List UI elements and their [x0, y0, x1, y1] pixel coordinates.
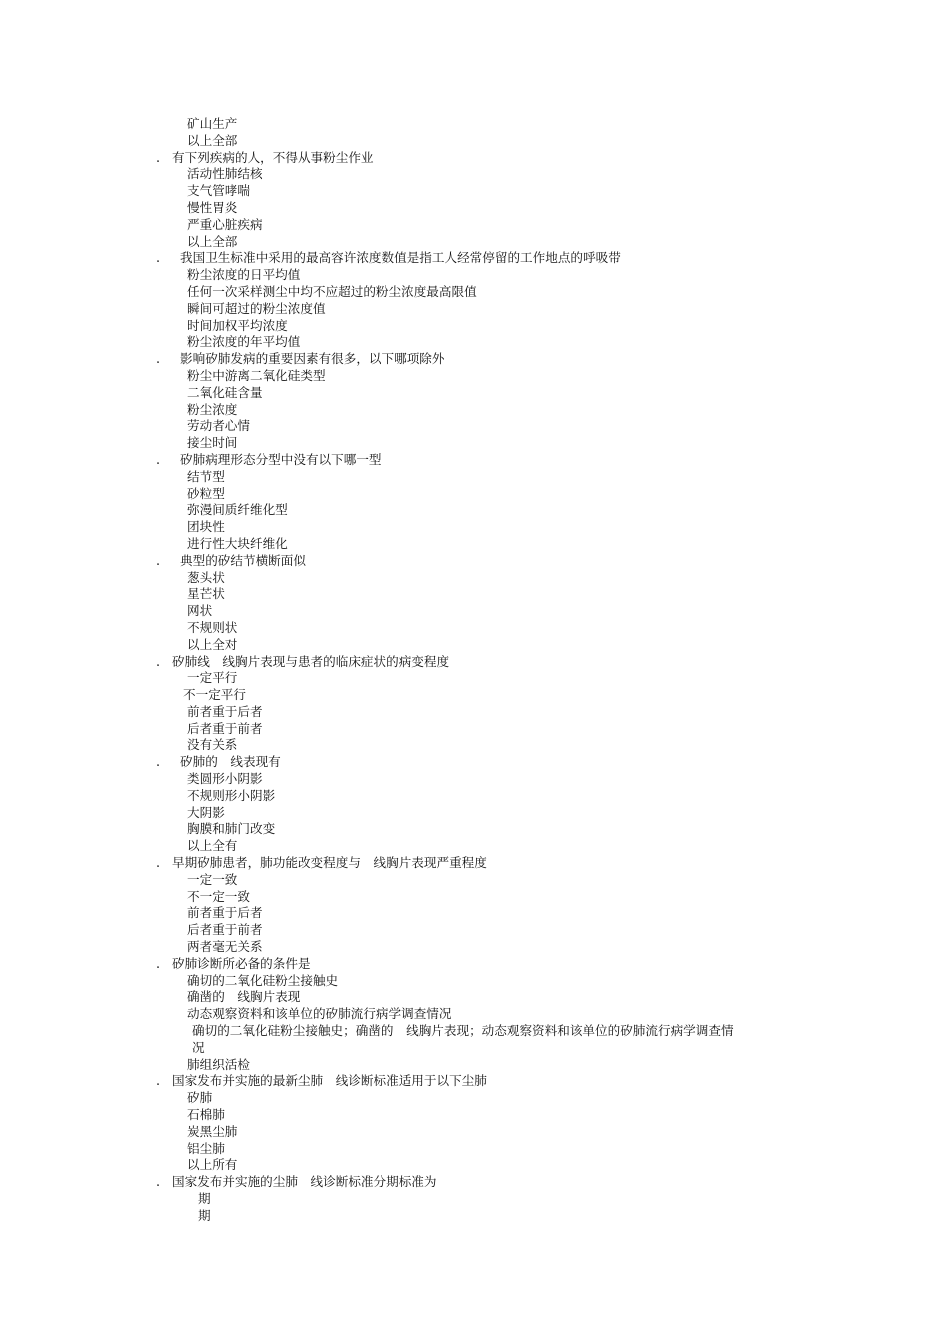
question-text: 早期矽肺患者，肺功能改变程度与 线胸片表现严重程度: [172, 855, 487, 871]
option-text: 一定平行: [187, 670, 238, 686]
option-text: 砂粒型: [187, 485, 225, 501]
question-line: [0, 553, 950, 570]
option-text: 两者毫无关系: [187, 939, 263, 955]
question-line: [0, 754, 950, 771]
option-line: [0, 519, 950, 536]
option-line: [0, 166, 950, 183]
question-line: [0, 956, 950, 973]
question-number: .: [156, 955, 161, 971]
option-text: 粉尘中游离二氧化硅类型: [187, 367, 326, 383]
question-number: .: [156, 1174, 161, 1190]
option-text: 矿山生产: [187, 116, 238, 131]
option-text: 胸膜和肺门改变: [187, 821, 276, 837]
question-number: .: [156, 754, 161, 770]
option-line: [0, 200, 950, 217]
question-number: .: [156, 1073, 161, 1089]
question-line: [0, 1073, 950, 1090]
option-text: 炭黑尘肺: [187, 1123, 238, 1139]
option-text: 粉尘浓度: [187, 401, 238, 417]
option-text: 不规则状: [187, 619, 238, 635]
option-text: 铝尘肺: [187, 1140, 225, 1156]
option-line: [0, 939, 950, 956]
option-line: [0, 1157, 950, 1174]
question-line: [0, 351, 950, 368]
option-text: 类圆形小阴影: [187, 771, 263, 787]
question-number: .: [156, 552, 161, 568]
question-number: .: [156, 855, 161, 871]
question-line: [0, 250, 950, 267]
option-text: 期: [198, 1191, 211, 1206]
option-line: [0, 334, 950, 351]
option-line: [0, 502, 950, 519]
question-text: 有下列疾病的人，不得从事粉尘作业: [172, 149, 374, 165]
option-text: 以上所有: [187, 1157, 238, 1173]
option-line: [0, 1107, 950, 1124]
option-text: 没有关系: [187, 737, 238, 753]
option-text: 接尘时间: [187, 435, 238, 451]
question-number: .: [156, 451, 161, 467]
option-line: [0, 234, 950, 251]
option-text: 劳动者心情: [187, 418, 250, 434]
option-line: [0, 469, 950, 486]
option-line: [0, 486, 950, 503]
option-line: [0, 687, 950, 704]
question-text: 国家发布并实施的最新尘肺 线诊断标准适用于以下尘肺: [172, 1073, 487, 1089]
option-line: [0, 183, 950, 200]
option-text: 肺组织活检: [187, 1056, 250, 1072]
option-line: [0, 603, 950, 620]
option-line: [0, 536, 950, 553]
question-text: 国家发布并实施的尘肺 线诊断标准分期标准为: [172, 1174, 437, 1190]
option-text: 严重心脏疾病: [187, 216, 263, 232]
question-text: 矽肺的 线表现有: [180, 754, 281, 770]
option-line: [0, 418, 950, 435]
option-line: [0, 872, 950, 889]
option-text: 网状: [187, 603, 213, 619]
option-text: 以上全部: [187, 233, 238, 249]
option-line: [0, 402, 950, 419]
option-text: 动态观察资料和该单位的矽肺流行病学调查情况: [187, 1006, 452, 1022]
option-line: [0, 1191, 950, 1208]
option-line: [0, 821, 950, 838]
option-line: [0, 989, 950, 1006]
option-text: 期: [198, 1207, 211, 1223]
option-text: 不一定平行: [183, 687, 246, 703]
option-text: 矽肺: [187, 1090, 213, 1106]
question-number: .: [156, 351, 161, 367]
option-line: [0, 838, 950, 855]
option-text: 活动性肺结核: [187, 166, 263, 182]
option-text: 以上全部: [187, 132, 238, 148]
question-line: [0, 150, 950, 167]
option-text: 确切的二氧化硅粉尘接触史；确凿的 线胸片表现；动态观察资料和该单位的矽肺流行病学调查情: [192, 1023, 734, 1039]
option-line: [0, 889, 950, 906]
question-text: 矽肺线 线胸片表现与患者的临床症状的病变程度: [172, 653, 450, 669]
option-text: 石棉肺: [187, 1107, 225, 1123]
option-text: 大阴影: [187, 804, 225, 820]
option-line: [0, 1090, 950, 1107]
option-line: [0, 620, 950, 637]
option-line: [0, 704, 950, 721]
option-text: 任何一次采样测尘中均不应超过的粉尘浓度最高限值: [187, 283, 477, 299]
option-line: [0, 284, 950, 301]
option-text: 一定一致: [187, 871, 238, 887]
option-text: 后者重于前者: [187, 720, 263, 736]
option-text: 粉尘浓度的日平均值: [187, 267, 301, 283]
option-line: [0, 1040, 950, 1057]
question-line: [0, 1174, 950, 1191]
option-line: [0, 922, 950, 939]
option-text: 不一定一致: [187, 888, 250, 904]
option-line: [0, 385, 950, 402]
option-text: 支气管哮喘: [187, 183, 250, 199]
option-line: [0, 1141, 950, 1158]
option-text: 况: [192, 1039, 205, 1055]
option-line: [0, 973, 950, 990]
option-text: 确切的二氧化硅粉尘接触史: [187, 972, 339, 988]
option-line: [0, 637, 950, 654]
option-line: [0, 368, 950, 385]
option-line: [0, 737, 950, 754]
question-text: 矽肺病理形态分型中没有以下哪一型: [180, 451, 382, 467]
option-line: [0, 133, 950, 150]
question-number: .: [156, 149, 161, 165]
option-line: [0, 570, 950, 587]
option-text: 前者重于后者: [187, 703, 263, 719]
option-line: [0, 721, 950, 738]
option-text: 团块性: [187, 519, 225, 535]
question-number: .: [156, 250, 161, 266]
option-line: [0, 1057, 950, 1074]
option-line: [0, 267, 950, 284]
option-text: 后者重于前者: [187, 922, 263, 938]
option-text: 进行性大块纤维化: [187, 535, 288, 551]
question-text: 我国卫生标准中采用的最高容许浓度数值是指工人经常停留的工作地点的呼吸带: [180, 250, 621, 266]
option-text: 不规则形小阴影: [187, 787, 276, 803]
exam-document: [0, 116, 950, 1225]
question-text: 影响矽肺发病的重要因素有很多，以下哪项除外: [180, 351, 445, 367]
option-text: 以上全有: [187, 838, 238, 854]
option-line: [0, 788, 950, 805]
option-text: 结节型: [187, 468, 225, 484]
question-number: .: [156, 653, 161, 669]
option-text: 葱头状: [187, 569, 225, 585]
option-line: [0, 1023, 950, 1040]
question-line: [0, 654, 950, 671]
question-text: 典型的矽结节横断面似: [180, 552, 306, 568]
option-text: 确凿的 线胸片表现: [187, 989, 301, 1005]
option-line: [0, 217, 950, 234]
option-text: 二氧化硅含量: [187, 384, 263, 400]
option-line: [0, 805, 950, 822]
option-line: [0, 1124, 950, 1141]
option-line: [0, 301, 950, 318]
option-text: 瞬间可超过的粉尘浓度值: [187, 300, 326, 316]
option-line: [0, 905, 950, 922]
question-line: [0, 855, 950, 872]
option-line: [0, 318, 950, 335]
option-text: 星芒状: [187, 586, 225, 602]
option-line: [0, 1006, 950, 1023]
option-text: 粉尘浓度的年平均值: [187, 334, 301, 350]
option-line: [0, 1208, 950, 1225]
option-line: [0, 116, 950, 133]
option-text: 弥漫间质纤维化型: [187, 502, 288, 518]
option-text: 慢性胃炎: [187, 199, 238, 215]
option-text: 以上全对: [187, 636, 238, 652]
option-text: 前者重于后者: [187, 905, 263, 921]
option-line: [0, 586, 950, 603]
question-line: [0, 452, 950, 469]
question-text: 矽肺诊断所必备的条件是: [172, 955, 311, 971]
option-text: 时间加权平均浓度: [187, 317, 288, 333]
option-line: [0, 670, 950, 687]
option-line: [0, 771, 950, 788]
option-line: [0, 435, 950, 452]
